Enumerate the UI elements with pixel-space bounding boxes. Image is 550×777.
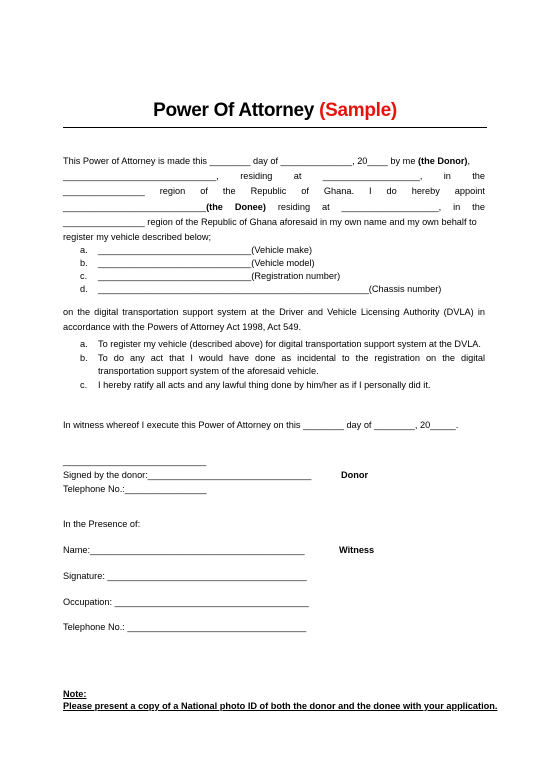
intro-word: ___________________, <box>341 201 442 212</box>
vehicle-make-field: ______________________________(Vehicle make) <box>98 245 313 255</box>
signed-by-donor: Signed by the donor:________________________________ <box>63 470 312 480</box>
intro-word: ______________________________, <box>63 171 219 182</box>
registration-number-field: ______________________________(Registration number) <box>98 271 341 281</box>
intro-l1-comma: , <box>467 156 471 166</box>
donor-telephone: Telephone No.:________________ <box>63 484 207 494</box>
intro-word: do <box>386 186 397 197</box>
purpose-text-2: accordance with the Powers of Attorney Act 1998, Act 549. <box>63 322 301 333</box>
vehicle-list <box>80 244 485 296</box>
title-divider <box>63 127 487 128</box>
donor-label: Donor <box>341 470 369 480</box>
list-marker: a. <box>80 339 88 349</box>
list-marker: b. <box>80 258 88 268</box>
presence-heading: In the Presence of: <box>63 519 141 529</box>
list-marker: a. <box>80 245 88 255</box>
list-item <box>80 379 485 393</box>
witness-occupation: Occupation: ______________________________________ <box>63 597 309 607</box>
intro-line-4 <box>63 200 485 215</box>
intro-word: ________________ <box>63 186 145 197</box>
donee-blank: ____________________________ <box>63 201 207 212</box>
intro-word: residing <box>277 201 311 212</box>
witness-name: Name:__________________________________________ <box>63 545 305 555</box>
intro-paragraph <box>63 154 485 245</box>
intro-word: Republic <box>250 186 287 197</box>
intro-line-5: ________________ region of the Republic of Ghana aforesaid in my own name and my own behalf to <box>63 216 477 227</box>
witness-clause: In witness whereof I execute this Power of Attorney on this ________ day of ________, 20_____. <box>63 420 459 430</box>
intro-word: ___________________, <box>322 171 423 182</box>
intro-word: residing <box>240 171 273 182</box>
witness-signature: Signature: _______________________________________ <box>63 571 307 581</box>
title-main: Power Of Attorney <box>153 100 320 121</box>
note-label: Note: <box>63 689 87 699</box>
intro-line-1 <box>63 154 485 169</box>
vehicle-model-field: ______________________________(Vehicle model) <box>98 258 315 268</box>
witness-label: Witness <box>339 545 375 555</box>
power-text: I hereby ratify all acts and any lawful thing done by him/her as if I personally did it. <box>98 379 431 390</box>
donor-term: (the Donor) <box>417 156 468 166</box>
list-item <box>80 270 485 283</box>
intro-l1-text: This Power of Attorney is made this ________ day of ______________, 20____ by me <box>63 156 418 166</box>
witness-telephone: Telephone No.: ___________________________________ <box>63 622 307 632</box>
purpose-text-1: on the digital transportation support system at the Driver and Vehicle Licensing Authority (DVLA) in <box>63 307 485 317</box>
list-item <box>80 352 485 379</box>
list-item <box>80 283 485 296</box>
list-marker: b. <box>80 352 88 363</box>
intro-word: appoint <box>454 186 485 197</box>
intro-word: the <box>472 201 485 212</box>
donee-term-a: (the <box>206 201 223 212</box>
list-marker: c. <box>80 271 88 281</box>
intro-word: the <box>222 186 236 197</box>
note-text: Please present a copy of a National photo ID of both the donor and the donee with your application. <box>63 701 498 711</box>
intro-word: hereby <box>411 186 440 197</box>
intro-word: I <box>369 186 372 197</box>
intro-word: at <box>321 201 330 212</box>
intro-word: region <box>159 186 186 197</box>
purpose-line-1 <box>63 305 485 320</box>
intro-word: in <box>453 201 461 212</box>
chassis-number-field: _____________________________________________________(Chassis number) <box>98 284 442 294</box>
intro-line-3 <box>63 184 485 199</box>
donee-term-b: Donee) <box>234 201 266 212</box>
intro-line-6: register my vehicle described below; <box>63 232 212 243</box>
document-title <box>0 100 550 122</box>
list-item <box>80 257 485 270</box>
purpose-paragraph <box>63 305 485 335</box>
list-item <box>80 338 485 352</box>
list-marker: c. <box>80 379 88 390</box>
power-text: To register my vehicle (described above) for digital transportation support system at the DVLA. <box>98 339 481 349</box>
list-marker: d. <box>80 284 88 294</box>
intro-word: Ghana. <box>323 186 355 197</box>
list-item <box>80 244 485 257</box>
intro-word: in <box>443 171 451 182</box>
power-text: To do any act that I would have done as incidental to the registration on the digital transportation support system of the aforesaid vehicle. <box>98 352 485 376</box>
intro-word: of <box>301 186 309 197</box>
powers-list <box>80 338 485 392</box>
intro-line-2 <box>63 169 485 184</box>
intro-word: of <box>200 186 208 197</box>
title-sample-tag: (Sample) <box>319 100 397 121</box>
intro-word: at <box>293 171 302 182</box>
donor-signature-line: ____________________________ <box>63 456 207 466</box>
intro-word: the <box>472 171 485 182</box>
